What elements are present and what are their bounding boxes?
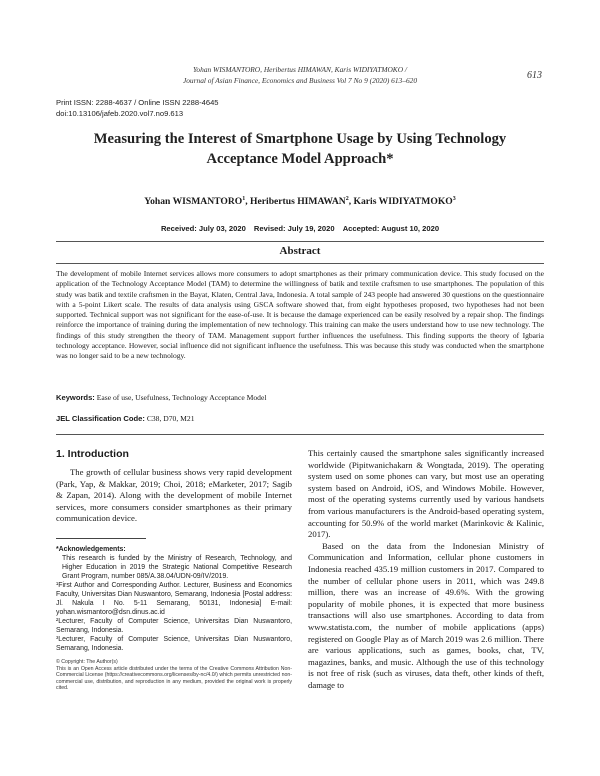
author-name: Yohan WISMANTORO — [144, 196, 243, 208]
issn-line: Print ISSN: 2288-4637 / Online ISSN 2288-4645 — [56, 98, 219, 107]
abstract-heading: Abstract — [279, 245, 321, 257]
accepted-date: Accepted: August 10, 2020 — [342, 224, 440, 233]
running-header-journal: Journal of Asian Finance, Economics and Business Vol 7 No 9 (2020) 613–620 — [182, 76, 418, 85]
author-affiliation-mark: 2 — [345, 196, 349, 202]
author-separator: , — [348, 196, 354, 208]
author-name: Karis WIDIYATMOKO — [353, 196, 453, 208]
footnotes — [56, 545, 292, 653]
paper-title-line-1: Measuring the Interest of Smartphone Usage by Using Technology — [93, 131, 507, 147]
author-separator: , — [245, 196, 251, 208]
revised-date: Revised: July 19, 2020 — [253, 224, 335, 233]
acknowledgements-heading: *Acknowledgements: — [56, 546, 126, 553]
keywords-line — [56, 393, 544, 402]
body-paragraph: This certainly caused the smartphone sales significantly increased worldwide (Pipitwanichakarn & Wongtada, 2019). The operating system used on some phones can vary, but most use an operating system based on Android, iOS, and Windows Mobile. However, most of the operating systems currently used by various handsets from various manufacturers is the Android-based operating system, accounting for 50.9% of the world market (Marinkovic & Kalinic, 2017). — [308, 448, 544, 540]
keywords-label: Keywords: — [56, 393, 95, 402]
author-affiliation-mark: 1 — [242, 196, 246, 202]
abstract-text: The development of mobile Internet services allows more consumers to adopt smartphones as their primary communication device. This study focused on the application of the Technology Acceptance Model (TAM) to determine the willingness of batik and textile craftsmen to use smartphones. The population of this study was batik and textile craftsmen in the Bayat, Klaten, Central Java, Indonesia. A total sample of 243 people had answered 30 questions on the questionnaire with a 5-point Likert scale. The results of data analysis using GSCA software showed that, from eight hypotheses proposed, two hypotheses had not been supported. Technical support was not significant for the ease-of-use. It is because the damage experienced can be easily resolved by a repair shop. The findings reinforce the importance of training during the implementation of new technology. This training can make the users understand how to use new technology. The findings of this study strengthen the theory of TAM. Management support further influences the usefulness. This finding supports the theory of Igbaria technology acceptance. However, social influence did not significant influence the usefulness. This was because this study was conducted when the smartphone was no longer said to be a new technology. — [56, 269, 544, 360]
body-paragraph: Based on the data from the Indonesian Ministry of Communication and Information, cellular phone customers in Indonesia reached 435.19 million customers in 2017. Compared to the number of cellular phone users in 2011, which was 249.8 million, there was an increase of 49.6%. With the growing popularity of mobile phones, it is expected that more business transactions will also use smartphones. According to data from www.statista.com, the number of mobile applications (apps) registered on Google Play as of March 2019 was 2.6 million. There are various applications, such as games, books, chat, TV, magazines, banks, and music. Although the use of this technology is not free of risk (such as viruses, data theft, other kinds of theft, damage to — [308, 540, 544, 690]
submission-dates — [0, 224, 600, 233]
author-name: Heribertus HIMAWAN — [250, 196, 346, 208]
running-header-authors: Yohan WISMANTORO, Heribertus HIMAWAN, Karis WIDIYATMOKO / — [193, 65, 407, 74]
keywords-value: Ease of use, Usefulness, Technology Acceptance Model — [96, 393, 267, 402]
issn-block — [56, 98, 219, 119]
author-list — [0, 196, 600, 207]
abstract-heading-rule — [56, 263, 544, 264]
received-date: Received: July 03, 2020 — [160, 224, 246, 233]
left-column — [56, 448, 292, 525]
copyright-line: © Copyright: The Author(s) — [56, 659, 118, 665]
abstract-top-rule — [56, 241, 544, 242]
jel-line — [56, 414, 544, 423]
footnote-2: ²Lecturer, Faculty of Computer Science, Universitas Dian Nuswantoro, Semarang, Indonesia. — [56, 618, 292, 634]
right-column — [308, 448, 544, 691]
paper-title-line-2: Acceptance Model Approach* — [206, 150, 394, 167]
footnote-1: ¹First Author and Corresponding Author. Lecturer, Business and Economics Faculty, Universitas Dian Nuswantoro, Semarang, Indonesia [Postal address: Jl. Nakula I No. 5-11 Semarang, 50131, Indonesia] E-mail: yohan.wismantoro@dsn.dinus.ac.id — [56, 582, 292, 616]
paper-title — [70, 130, 530, 169]
author-affiliation-mark: 3 — [452, 196, 456, 202]
section-heading-introduction: 1. Introduction — [56, 448, 129, 460]
license-text: This is an Open Access article distributed under the terms of the Creative Commons Attribution Non-Commercial License (https://creativecommons.org/licenses/by-nc/4.0/) which permits unrestricted non-commercial use, distribution, and reproduction in any medium, provided the original work is properly cited. — [56, 665, 292, 692]
footnote-3: ³Lecturer, Faculty of Computer Science, Universitas Dian Nuswantoro, Semarang, Indonesia. — [56, 636, 292, 652]
acknowledgements-text: This research is funded by the Ministry of Research, Technology, and Higher Education in 2019 the Strategic National Competitive Research Grant Program, number 085/A.38.04/UDN-09/IV/2019. — [62, 555, 292, 580]
jel-label: JEL Classification Code: — [56, 414, 145, 423]
abstract-bottom-rule — [56, 434, 544, 435]
doi-line: doi:10.13106/jafeb.2020.vol7.no9.613 — [56, 108, 184, 118]
jel-value: C38, D70, M21 — [146, 414, 195, 423]
body-paragraph: The growth of cellular business shows very rapid development (Park, Yap, & Makkar, 2019; Choi, 2018; eMarketer, 2017; Sagib & Zapan, 2014). Along with the development of mobile Internet services, more consumers consider smartphones as their primary communication device. — [56, 467, 292, 524]
copyright-notice — [56, 659, 292, 692]
footnote-rule — [56, 538, 146, 539]
running-header — [0, 64, 600, 86]
page-number: 613 — [527, 70, 542, 81]
